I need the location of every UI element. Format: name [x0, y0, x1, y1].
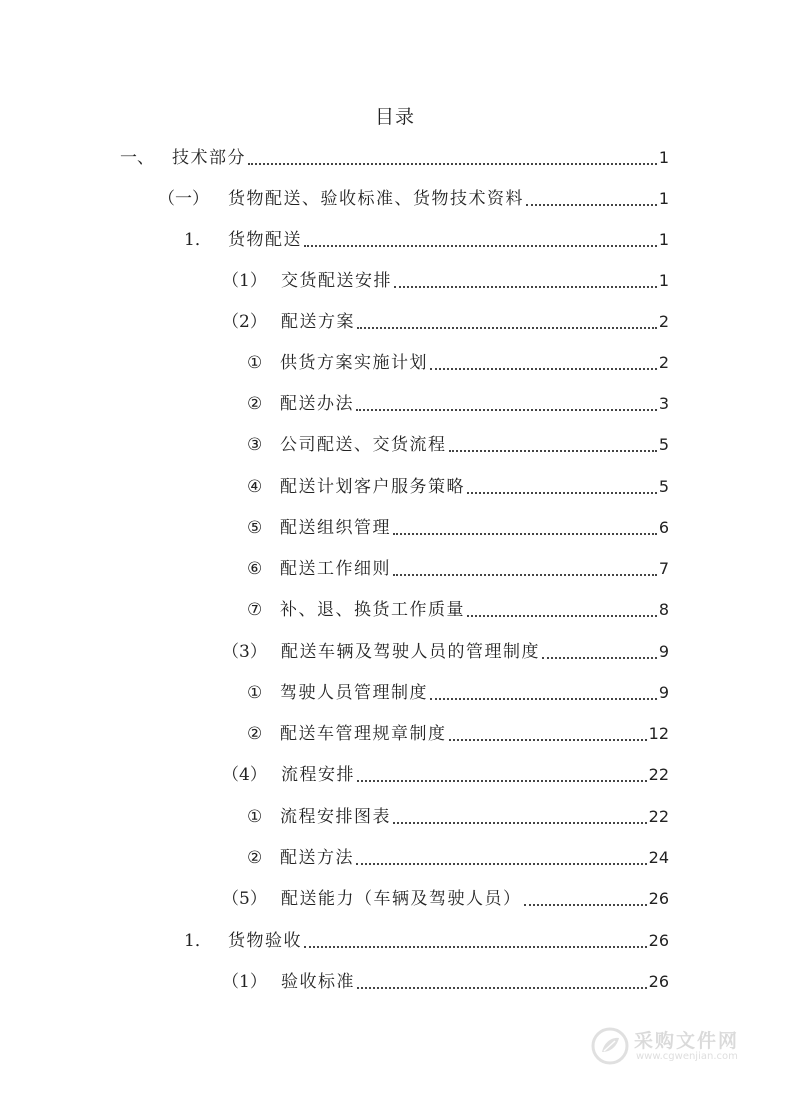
toc-entry[interactable] [247, 427, 669, 457]
toc-dot-leader [356, 409, 657, 411]
toc-entry-page: 5 [658, 435, 669, 454]
toc-dot-leader [430, 368, 657, 370]
toc-entry-text: 货物配送、验收标准、货物技术资料 [228, 189, 524, 209]
toc-entry-text: 公司配送、交货流程 [280, 435, 447, 455]
toc-entry-number: （1） [222, 271, 267, 291]
toc-entry-page: 9 [658, 683, 669, 702]
toc-dot-leader [357, 780, 647, 782]
toc-entry-page: 3 [658, 394, 669, 413]
toc-entry-page: 1 [658, 148, 669, 167]
toc-entry-page: 8 [658, 600, 669, 619]
toc-entry-text: 驾驶人员管理制度 [280, 683, 428, 703]
toc-entry-text: 流程安排 [281, 765, 355, 785]
toc-entry-text: 交货配送安排 [281, 271, 392, 291]
toc-entry[interactable] [247, 510, 669, 540]
toc-entry-text: 配送方案 [281, 312, 355, 332]
toc-entry[interactable] [247, 551, 669, 581]
toc-entry[interactable] [158, 181, 669, 211]
toc-entry-number: 1． [184, 931, 212, 951]
toc-entry[interactable] [222, 757, 669, 787]
toc-entry-page: 2 [658, 353, 669, 372]
toc-entry-page: 22 [648, 807, 669, 826]
toc-entry-number: （4） [222, 765, 267, 785]
toc-entry-number: （5） [222, 889, 267, 909]
toc-entry-text: 配送工作细则 [280, 559, 391, 579]
toc-entry-page: 2 [658, 312, 669, 331]
toc-entry-number: ① [247, 353, 263, 373]
toc-entry[interactable] [184, 222, 669, 252]
toc-entry[interactable] [247, 345, 669, 375]
toc-entry-text: 配送车管理规章制度 [280, 724, 447, 744]
toc-entry-number: （2） [222, 312, 267, 332]
toc-entry-page: 26 [648, 889, 669, 908]
toc-dot-leader [449, 739, 647, 741]
toc-entry[interactable] [247, 386, 669, 416]
toc-entry-number: ② [247, 394, 263, 414]
toc-dot-leader [356, 863, 647, 865]
toc-entry-number: ⑤ [247, 518, 263, 538]
toc-entry-page: 9 [658, 642, 669, 661]
toc-entry-number: ③ [247, 435, 263, 455]
toc-dot-leader [393, 822, 647, 824]
toc-entry[interactable] [247, 675, 669, 705]
toc-entry-text: 技术部分 [172, 148, 246, 168]
toc-entry-page: 24 [648, 848, 669, 867]
toc-entry-number: ① [247, 807, 263, 827]
toc-dot-leader [430, 698, 657, 700]
toc-entry-text: 验收标准 [281, 972, 355, 992]
toc-entry[interactable] [247, 799, 669, 829]
toc-entry-page: 26 [648, 972, 669, 991]
toc-entry[interactable] [222, 964, 669, 994]
toc-entry-number: ① [247, 683, 263, 703]
toc-entry-page: 5 [658, 477, 669, 496]
toc-entry-text: 补、退、换货工作质量 [280, 600, 465, 620]
toc-entry-text: 配送能力（车辆及驾驶人员） [281, 889, 522, 909]
toc-entry[interactable] [247, 716, 669, 746]
toc-entry-text: 货物配送 [228, 230, 302, 250]
toc-entry-text: 配送计划客户服务策略 [280, 477, 465, 497]
toc-entry-number: （1） [222, 972, 267, 992]
toc-entry-number: ⑦ [247, 600, 263, 620]
toc-entry[interactable] [222, 634, 669, 664]
toc-entry-text: 配送方法 [280, 848, 354, 868]
toc-entry-text: 供货方案实施计划 [280, 353, 428, 373]
toc-entry[interactable] [222, 881, 669, 911]
toc-entry-number: 1． [184, 230, 212, 250]
leaf-circle-icon [590, 1026, 630, 1066]
toc-entry[interactable] [247, 469, 669, 499]
toc-title: 目录 [374, 106, 415, 128]
toc-entry-number: ⑥ [247, 559, 263, 579]
toc-entry-text: 货物验收 [228, 931, 302, 951]
toc-dot-leader [304, 946, 647, 948]
toc-entry-page: 6 [658, 518, 669, 537]
toc-entry-number: ② [247, 724, 263, 744]
toc-entry[interactable] [247, 840, 669, 870]
toc-entry-text: 配送车辆及驾驶人员的管理制度 [281, 642, 540, 662]
toc-entry[interactable] [222, 263, 669, 293]
toc-dot-leader [357, 327, 657, 329]
toc-entry-text: 配送办法 [280, 394, 354, 414]
toc-entry-page: 1 [658, 271, 669, 290]
toc-entry[interactable] [184, 923, 669, 953]
toc-dot-leader [393, 574, 657, 576]
toc-entry[interactable] [247, 592, 669, 622]
toc-entry-page: 12 [648, 724, 669, 743]
toc-entry-number: ② [247, 848, 263, 868]
toc-entry-number: 一、 [120, 148, 154, 168]
toc-dot-leader [467, 615, 657, 617]
toc-entry-page: 22 [648, 765, 669, 784]
toc-entry[interactable] [120, 140, 669, 170]
watermark-url: www.cgwenjian.com [636, 1051, 738, 1062]
toc-dot-leader [248, 163, 657, 165]
toc-entry-page: 1 [658, 230, 669, 249]
toc-dot-leader [393, 533, 657, 535]
toc-entry-number: ④ [247, 477, 263, 497]
toc-dot-leader [526, 204, 657, 206]
toc-dot-leader [467, 492, 657, 494]
toc-dot-leader [394, 286, 657, 288]
toc-entry-page: 7 [658, 559, 669, 578]
watermark [590, 1024, 770, 1072]
toc-entry-page: 1 [658, 189, 669, 208]
toc-dot-leader [524, 904, 647, 906]
toc-dot-leader [449, 450, 657, 452]
toc-entry[interactable] [222, 304, 669, 334]
toc-dot-leader [304, 245, 657, 247]
toc-dot-leader [542, 657, 657, 659]
toc-entry-number: （3） [222, 642, 267, 662]
toc-dot-leader [357, 987, 647, 989]
toc-entry-text: 流程安排图表 [280, 807, 391, 827]
toc-entry-text: 配送组织管理 [280, 518, 391, 538]
watermark-name: 采购文件网 [634, 1030, 740, 1052]
toc-entry-number: （一） [158, 189, 209, 209]
toc-entry-page: 26 [648, 931, 669, 950]
